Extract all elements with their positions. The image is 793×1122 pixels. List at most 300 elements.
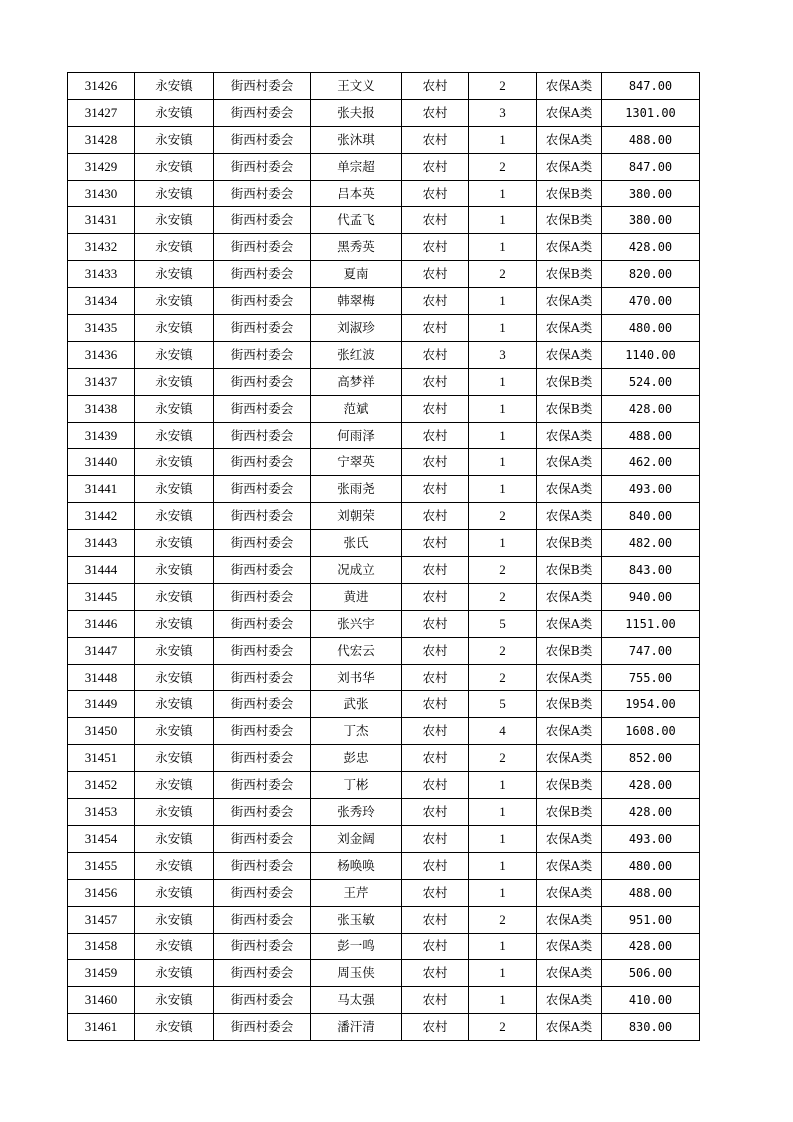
cell-area-type: 农村	[402, 1014, 469, 1041]
cell-person-count: 2	[469, 583, 537, 610]
cell-area-type: 农村	[402, 341, 469, 368]
cell-village-committee: 街西村委会	[214, 395, 311, 422]
cell-insurance-category: 农保A类	[537, 99, 602, 126]
benefits-roster-table	[67, 72, 700, 1041]
cell-village-committee: 街西村委会	[214, 718, 311, 745]
cell-village-committee: 街西村委会	[214, 610, 311, 637]
cell-village-committee: 街西村委会	[214, 153, 311, 180]
cell-person-count: 5	[469, 691, 537, 718]
cell-town: 永安镇	[135, 906, 214, 933]
cell-area-type: 农村	[402, 879, 469, 906]
cell-person-count: 1	[469, 933, 537, 960]
cell-town: 永安镇	[135, 557, 214, 584]
cell-town: 永安镇	[135, 799, 214, 826]
table-row	[68, 99, 700, 126]
cell-person-count: 1	[469, 960, 537, 987]
cell-area-type: 农村	[402, 610, 469, 637]
cell-area-type: 农村	[402, 126, 469, 153]
cell-record-id: 31457	[68, 906, 135, 933]
cell-person-count: 1	[469, 288, 537, 315]
cell-insurance-category: 农保A类	[537, 906, 602, 933]
cell-insurance-category: 农保A类	[537, 960, 602, 987]
cell-person-count: 1	[469, 825, 537, 852]
cell-person-count: 2	[469, 1014, 537, 1041]
table-row	[68, 799, 700, 826]
cell-amount: 1140.00	[602, 341, 700, 368]
cell-person-count: 5	[469, 610, 537, 637]
cell-household-head: 范斌	[311, 395, 402, 422]
cell-village-committee: 街西村委会	[214, 315, 311, 342]
cell-record-id: 31439	[68, 422, 135, 449]
cell-amount: 1954.00	[602, 691, 700, 718]
cell-person-count: 1	[469, 530, 537, 557]
cell-record-id: 31428	[68, 126, 135, 153]
cell-village-committee: 街西村委会	[214, 852, 311, 879]
table-row	[68, 530, 700, 557]
cell-area-type: 农村	[402, 718, 469, 745]
cell-insurance-category: 农保A类	[537, 1014, 602, 1041]
cell-town: 永安镇	[135, 772, 214, 799]
cell-amount: 380.00	[602, 180, 700, 207]
cell-area-type: 农村	[402, 449, 469, 476]
cell-village-committee: 街西村委会	[214, 73, 311, 100]
cell-insurance-category: 农保A类	[537, 449, 602, 476]
cell-record-id: 31434	[68, 288, 135, 315]
cell-person-count: 1	[469, 879, 537, 906]
cell-person-count: 1	[469, 395, 537, 422]
cell-amount: 428.00	[602, 799, 700, 826]
cell-amount: 830.00	[602, 1014, 700, 1041]
cell-town: 永安镇	[135, 852, 214, 879]
cell-town: 永安镇	[135, 73, 214, 100]
cell-household-head: 何雨泽	[311, 422, 402, 449]
table-row	[68, 73, 700, 100]
cell-household-head: 杨唤唤	[311, 852, 402, 879]
cell-person-count: 1	[469, 368, 537, 395]
cell-village-committee: 街西村委会	[214, 557, 311, 584]
cell-village-committee: 街西村委会	[214, 637, 311, 664]
table-row	[68, 960, 700, 987]
cell-person-count: 2	[469, 153, 537, 180]
table-row	[68, 852, 700, 879]
table-row	[68, 180, 700, 207]
cell-record-id: 31426	[68, 73, 135, 100]
table-row	[68, 637, 700, 664]
table-row	[68, 583, 700, 610]
cell-town: 永安镇	[135, 583, 214, 610]
table-row	[68, 879, 700, 906]
cell-household-head: 张氏	[311, 530, 402, 557]
cell-record-id: 31440	[68, 449, 135, 476]
table-row	[68, 825, 700, 852]
cell-record-id: 31433	[68, 261, 135, 288]
cell-village-committee: 街西村委会	[214, 449, 311, 476]
cell-amount: 1301.00	[602, 99, 700, 126]
table-row	[68, 422, 700, 449]
cell-record-id: 31437	[68, 368, 135, 395]
table-row	[68, 288, 700, 315]
cell-village-committee: 街西村委会	[214, 825, 311, 852]
cell-amount: 488.00	[602, 422, 700, 449]
cell-household-head: 单宗超	[311, 153, 402, 180]
cell-insurance-category: 农保B类	[537, 799, 602, 826]
cell-town: 永安镇	[135, 825, 214, 852]
cell-record-id: 31427	[68, 99, 135, 126]
cell-town: 永安镇	[135, 99, 214, 126]
cell-area-type: 农村	[402, 987, 469, 1014]
table-row	[68, 933, 700, 960]
cell-village-committee: 街西村委会	[214, 583, 311, 610]
cell-area-type: 农村	[402, 207, 469, 234]
cell-record-id: 31451	[68, 745, 135, 772]
cell-record-id: 31460	[68, 987, 135, 1014]
table-row	[68, 261, 700, 288]
cell-area-type: 农村	[402, 906, 469, 933]
cell-household-head: 刘朝荣	[311, 503, 402, 530]
cell-household-head: 丁杰	[311, 718, 402, 745]
cell-household-head: 吕本英	[311, 180, 402, 207]
cell-area-type: 农村	[402, 315, 469, 342]
cell-record-id: 31456	[68, 879, 135, 906]
table-row	[68, 718, 700, 745]
cell-village-committee: 街西村委会	[214, 745, 311, 772]
cell-village-committee: 街西村委会	[214, 987, 311, 1014]
cell-area-type: 农村	[402, 234, 469, 261]
cell-amount: 1608.00	[602, 718, 700, 745]
cell-record-id: 31431	[68, 207, 135, 234]
cell-area-type: 农村	[402, 530, 469, 557]
cell-household-head: 王文义	[311, 73, 402, 100]
cell-insurance-category: 农保B类	[537, 207, 602, 234]
cell-village-committee: 街西村委会	[214, 530, 311, 557]
cell-person-count: 3	[469, 99, 537, 126]
cell-town: 永安镇	[135, 476, 214, 503]
cell-town: 永安镇	[135, 368, 214, 395]
cell-village-committee: 街西村委会	[214, 503, 311, 530]
cell-town: 永安镇	[135, 126, 214, 153]
table-row	[68, 610, 700, 637]
cell-household-head: 黑秀英	[311, 234, 402, 261]
cell-village-committee: 街西村委会	[214, 288, 311, 315]
cell-area-type: 农村	[402, 73, 469, 100]
cell-insurance-category: 农保A类	[537, 583, 602, 610]
cell-household-head: 宁翠英	[311, 449, 402, 476]
cell-village-committee: 街西村委会	[214, 234, 311, 261]
cell-village-committee: 街西村委会	[214, 960, 311, 987]
table-row	[68, 664, 700, 691]
cell-record-id: 31443	[68, 530, 135, 557]
cell-person-count: 1	[469, 234, 537, 261]
cell-town: 永安镇	[135, 503, 214, 530]
cell-town: 永安镇	[135, 422, 214, 449]
cell-amount: 488.00	[602, 879, 700, 906]
cell-amount: 843.00	[602, 557, 700, 584]
cell-household-head: 彭忠	[311, 745, 402, 772]
cell-area-type: 农村	[402, 153, 469, 180]
cell-record-id: 31430	[68, 180, 135, 207]
cell-village-committee: 街西村委会	[214, 906, 311, 933]
cell-household-head: 张红波	[311, 341, 402, 368]
cell-person-count: 1	[469, 852, 537, 879]
cell-amount: 852.00	[602, 745, 700, 772]
cell-town: 永安镇	[135, 261, 214, 288]
table-row	[68, 745, 700, 772]
table-row	[68, 557, 700, 584]
cell-insurance-category: 农保A类	[537, 664, 602, 691]
cell-amount: 488.00	[602, 126, 700, 153]
cell-town: 永安镇	[135, 153, 214, 180]
cell-amount: 428.00	[602, 933, 700, 960]
cell-household-head: 张沐琪	[311, 126, 402, 153]
cell-household-head: 周玉侠	[311, 960, 402, 987]
cell-area-type: 农村	[402, 99, 469, 126]
cell-insurance-category: 农保B类	[537, 557, 602, 584]
cell-town: 永安镇	[135, 530, 214, 557]
cell-household-head: 刘书华	[311, 664, 402, 691]
cell-area-type: 农村	[402, 637, 469, 664]
cell-person-count: 2	[469, 664, 537, 691]
cell-town: 永安镇	[135, 288, 214, 315]
cell-village-committee: 街西村委会	[214, 772, 311, 799]
cell-insurance-category: 农保A类	[537, 825, 602, 852]
cell-household-head: 夏南	[311, 261, 402, 288]
cell-area-type: 农村	[402, 503, 469, 530]
cell-town: 永安镇	[135, 745, 214, 772]
cell-amount: 847.00	[602, 73, 700, 100]
cell-record-id: 31455	[68, 852, 135, 879]
cell-household-head: 韩翠梅	[311, 288, 402, 315]
cell-person-count: 2	[469, 637, 537, 664]
cell-person-count: 1	[469, 987, 537, 1014]
cell-amount: 410.00	[602, 987, 700, 1014]
cell-household-head: 刘淑珍	[311, 315, 402, 342]
cell-town: 永安镇	[135, 960, 214, 987]
cell-household-head: 武张	[311, 691, 402, 718]
cell-insurance-category: 农保A类	[537, 933, 602, 960]
cell-area-type: 农村	[402, 368, 469, 395]
cell-town: 永安镇	[135, 664, 214, 691]
cell-person-count: 2	[469, 503, 537, 530]
table-row	[68, 691, 700, 718]
cell-person-count: 1	[469, 207, 537, 234]
cell-insurance-category: 农保A类	[537, 234, 602, 261]
cell-village-committee: 街西村委会	[214, 422, 311, 449]
cell-town: 永安镇	[135, 637, 214, 664]
cell-village-committee: 街西村委会	[214, 261, 311, 288]
cell-amount: 493.00	[602, 825, 700, 852]
cell-town: 永安镇	[135, 691, 214, 718]
cell-town: 永安镇	[135, 180, 214, 207]
cell-village-committee: 街西村委会	[214, 691, 311, 718]
cell-record-id: 31453	[68, 799, 135, 826]
cell-village-committee: 街西村委会	[214, 933, 311, 960]
cell-village-committee: 街西村委会	[214, 476, 311, 503]
cell-amount: 506.00	[602, 960, 700, 987]
cell-record-id: 31458	[68, 933, 135, 960]
table-row	[68, 449, 700, 476]
table-row	[68, 476, 700, 503]
cell-insurance-category: 农保A类	[537, 745, 602, 772]
cell-village-committee: 街西村委会	[214, 1014, 311, 1041]
cell-village-committee: 街西村委会	[214, 180, 311, 207]
cell-insurance-category: 农保A类	[537, 879, 602, 906]
cell-person-count: 3	[469, 341, 537, 368]
cell-record-id: 31449	[68, 691, 135, 718]
cell-area-type: 农村	[402, 422, 469, 449]
cell-record-id: 31432	[68, 234, 135, 261]
cell-village-committee: 街西村委会	[214, 126, 311, 153]
cell-household-head: 况成立	[311, 557, 402, 584]
cell-insurance-category: 农保B类	[537, 395, 602, 422]
cell-record-id: 31436	[68, 341, 135, 368]
cell-amount: 482.00	[602, 530, 700, 557]
cell-record-id: 31459	[68, 960, 135, 987]
cell-record-id: 31438	[68, 395, 135, 422]
cell-town: 永安镇	[135, 341, 214, 368]
cell-record-id: 31447	[68, 637, 135, 664]
cell-amount: 1151.00	[602, 610, 700, 637]
cell-record-id: 31442	[68, 503, 135, 530]
cell-town: 永安镇	[135, 879, 214, 906]
cell-village-committee: 街西村委会	[214, 207, 311, 234]
cell-area-type: 农村	[402, 664, 469, 691]
cell-record-id: 31441	[68, 476, 135, 503]
cell-village-committee: 街西村委会	[214, 99, 311, 126]
cell-insurance-category: 农保A类	[537, 315, 602, 342]
cell-person-count: 1	[469, 799, 537, 826]
cell-amount: 480.00	[602, 315, 700, 342]
cell-person-count: 2	[469, 261, 537, 288]
cell-person-count: 2	[469, 906, 537, 933]
cell-person-count: 1	[469, 126, 537, 153]
cell-town: 永安镇	[135, 315, 214, 342]
cell-record-id: 31448	[68, 664, 135, 691]
cell-insurance-category: 农保B类	[537, 261, 602, 288]
cell-area-type: 农村	[402, 852, 469, 879]
cell-insurance-category: 农保A类	[537, 288, 602, 315]
table-row	[68, 234, 700, 261]
cell-town: 永安镇	[135, 933, 214, 960]
cell-person-count: 1	[469, 180, 537, 207]
cell-record-id: 31444	[68, 557, 135, 584]
cell-insurance-category: 农保A类	[537, 153, 602, 180]
cell-household-head: 代宏云	[311, 637, 402, 664]
cell-person-count: 4	[469, 718, 537, 745]
cell-household-head: 代孟飞	[311, 207, 402, 234]
cell-village-committee: 街西村委会	[214, 341, 311, 368]
cell-town: 永安镇	[135, 449, 214, 476]
table-row	[68, 772, 700, 799]
cell-record-id: 31435	[68, 315, 135, 342]
cell-record-id: 31445	[68, 583, 135, 610]
cell-household-head: 张雨尧	[311, 476, 402, 503]
cell-amount: 428.00	[602, 234, 700, 261]
cell-household-head: 王芹	[311, 879, 402, 906]
cell-insurance-category: 农保B类	[537, 180, 602, 207]
table-row	[68, 1014, 700, 1041]
cell-insurance-category: 农保B类	[537, 637, 602, 664]
table-row	[68, 153, 700, 180]
table-row	[68, 341, 700, 368]
table-row	[68, 207, 700, 234]
cell-amount: 840.00	[602, 503, 700, 530]
cell-person-count: 1	[469, 772, 537, 799]
cell-household-head: 潘汗清	[311, 1014, 402, 1041]
cell-area-type: 农村	[402, 288, 469, 315]
cell-household-head: 马太强	[311, 987, 402, 1014]
cell-household-head: 高梦祥	[311, 368, 402, 395]
cell-amount: 380.00	[602, 207, 700, 234]
table-row	[68, 503, 700, 530]
cell-area-type: 农村	[402, 825, 469, 852]
cell-household-head: 彭一鸣	[311, 933, 402, 960]
cell-amount: 462.00	[602, 449, 700, 476]
cell-town: 永安镇	[135, 207, 214, 234]
cell-area-type: 农村	[402, 691, 469, 718]
cell-insurance-category: 农保A类	[537, 476, 602, 503]
cell-area-type: 农村	[402, 583, 469, 610]
cell-area-type: 农村	[402, 772, 469, 799]
cell-amount: 493.00	[602, 476, 700, 503]
cell-insurance-category: 农保A类	[537, 73, 602, 100]
cell-household-head: 黄进	[311, 583, 402, 610]
cell-area-type: 农村	[402, 557, 469, 584]
cell-insurance-category: 农保B类	[537, 368, 602, 395]
table-row	[68, 987, 700, 1014]
cell-village-committee: 街西村委会	[214, 664, 311, 691]
table-row	[68, 368, 700, 395]
cell-household-head: 张兴宇	[311, 610, 402, 637]
cell-insurance-category: 农保A类	[537, 422, 602, 449]
cell-village-committee: 街西村委会	[214, 799, 311, 826]
cell-area-type: 农村	[402, 960, 469, 987]
cell-record-id: 31429	[68, 153, 135, 180]
cell-amount: 524.00	[602, 368, 700, 395]
cell-household-head: 刘金阔	[311, 825, 402, 852]
cell-insurance-category: 农保A类	[537, 126, 602, 153]
cell-area-type: 农村	[402, 799, 469, 826]
roster-body	[68, 73, 700, 1041]
cell-household-head: 张夫报	[311, 99, 402, 126]
cell-village-committee: 街西村委会	[214, 368, 311, 395]
cell-amount: 820.00	[602, 261, 700, 288]
cell-insurance-category: 农保B类	[537, 772, 602, 799]
cell-town: 永安镇	[135, 718, 214, 745]
cell-person-count: 1	[469, 449, 537, 476]
cell-town: 永安镇	[135, 395, 214, 422]
cell-person-count: 2	[469, 745, 537, 772]
cell-insurance-category: 农保B类	[537, 530, 602, 557]
cell-household-head: 张玉敏	[311, 906, 402, 933]
cell-person-count: 2	[469, 557, 537, 584]
cell-amount: 755.00	[602, 664, 700, 691]
cell-amount: 940.00	[602, 583, 700, 610]
cell-person-count: 2	[469, 73, 537, 100]
cell-record-id: 31454	[68, 825, 135, 852]
cell-record-id: 31452	[68, 772, 135, 799]
cell-town: 永安镇	[135, 1014, 214, 1041]
cell-insurance-category: 农保A类	[537, 341, 602, 368]
cell-amount: 847.00	[602, 153, 700, 180]
cell-area-type: 农村	[402, 476, 469, 503]
cell-insurance-category: 农保A类	[537, 852, 602, 879]
table-row	[68, 315, 700, 342]
cell-record-id: 31461	[68, 1014, 135, 1041]
cell-area-type: 农村	[402, 395, 469, 422]
cell-person-count: 1	[469, 315, 537, 342]
cell-insurance-category: 农保B类	[537, 691, 602, 718]
cell-area-type: 农村	[402, 180, 469, 207]
